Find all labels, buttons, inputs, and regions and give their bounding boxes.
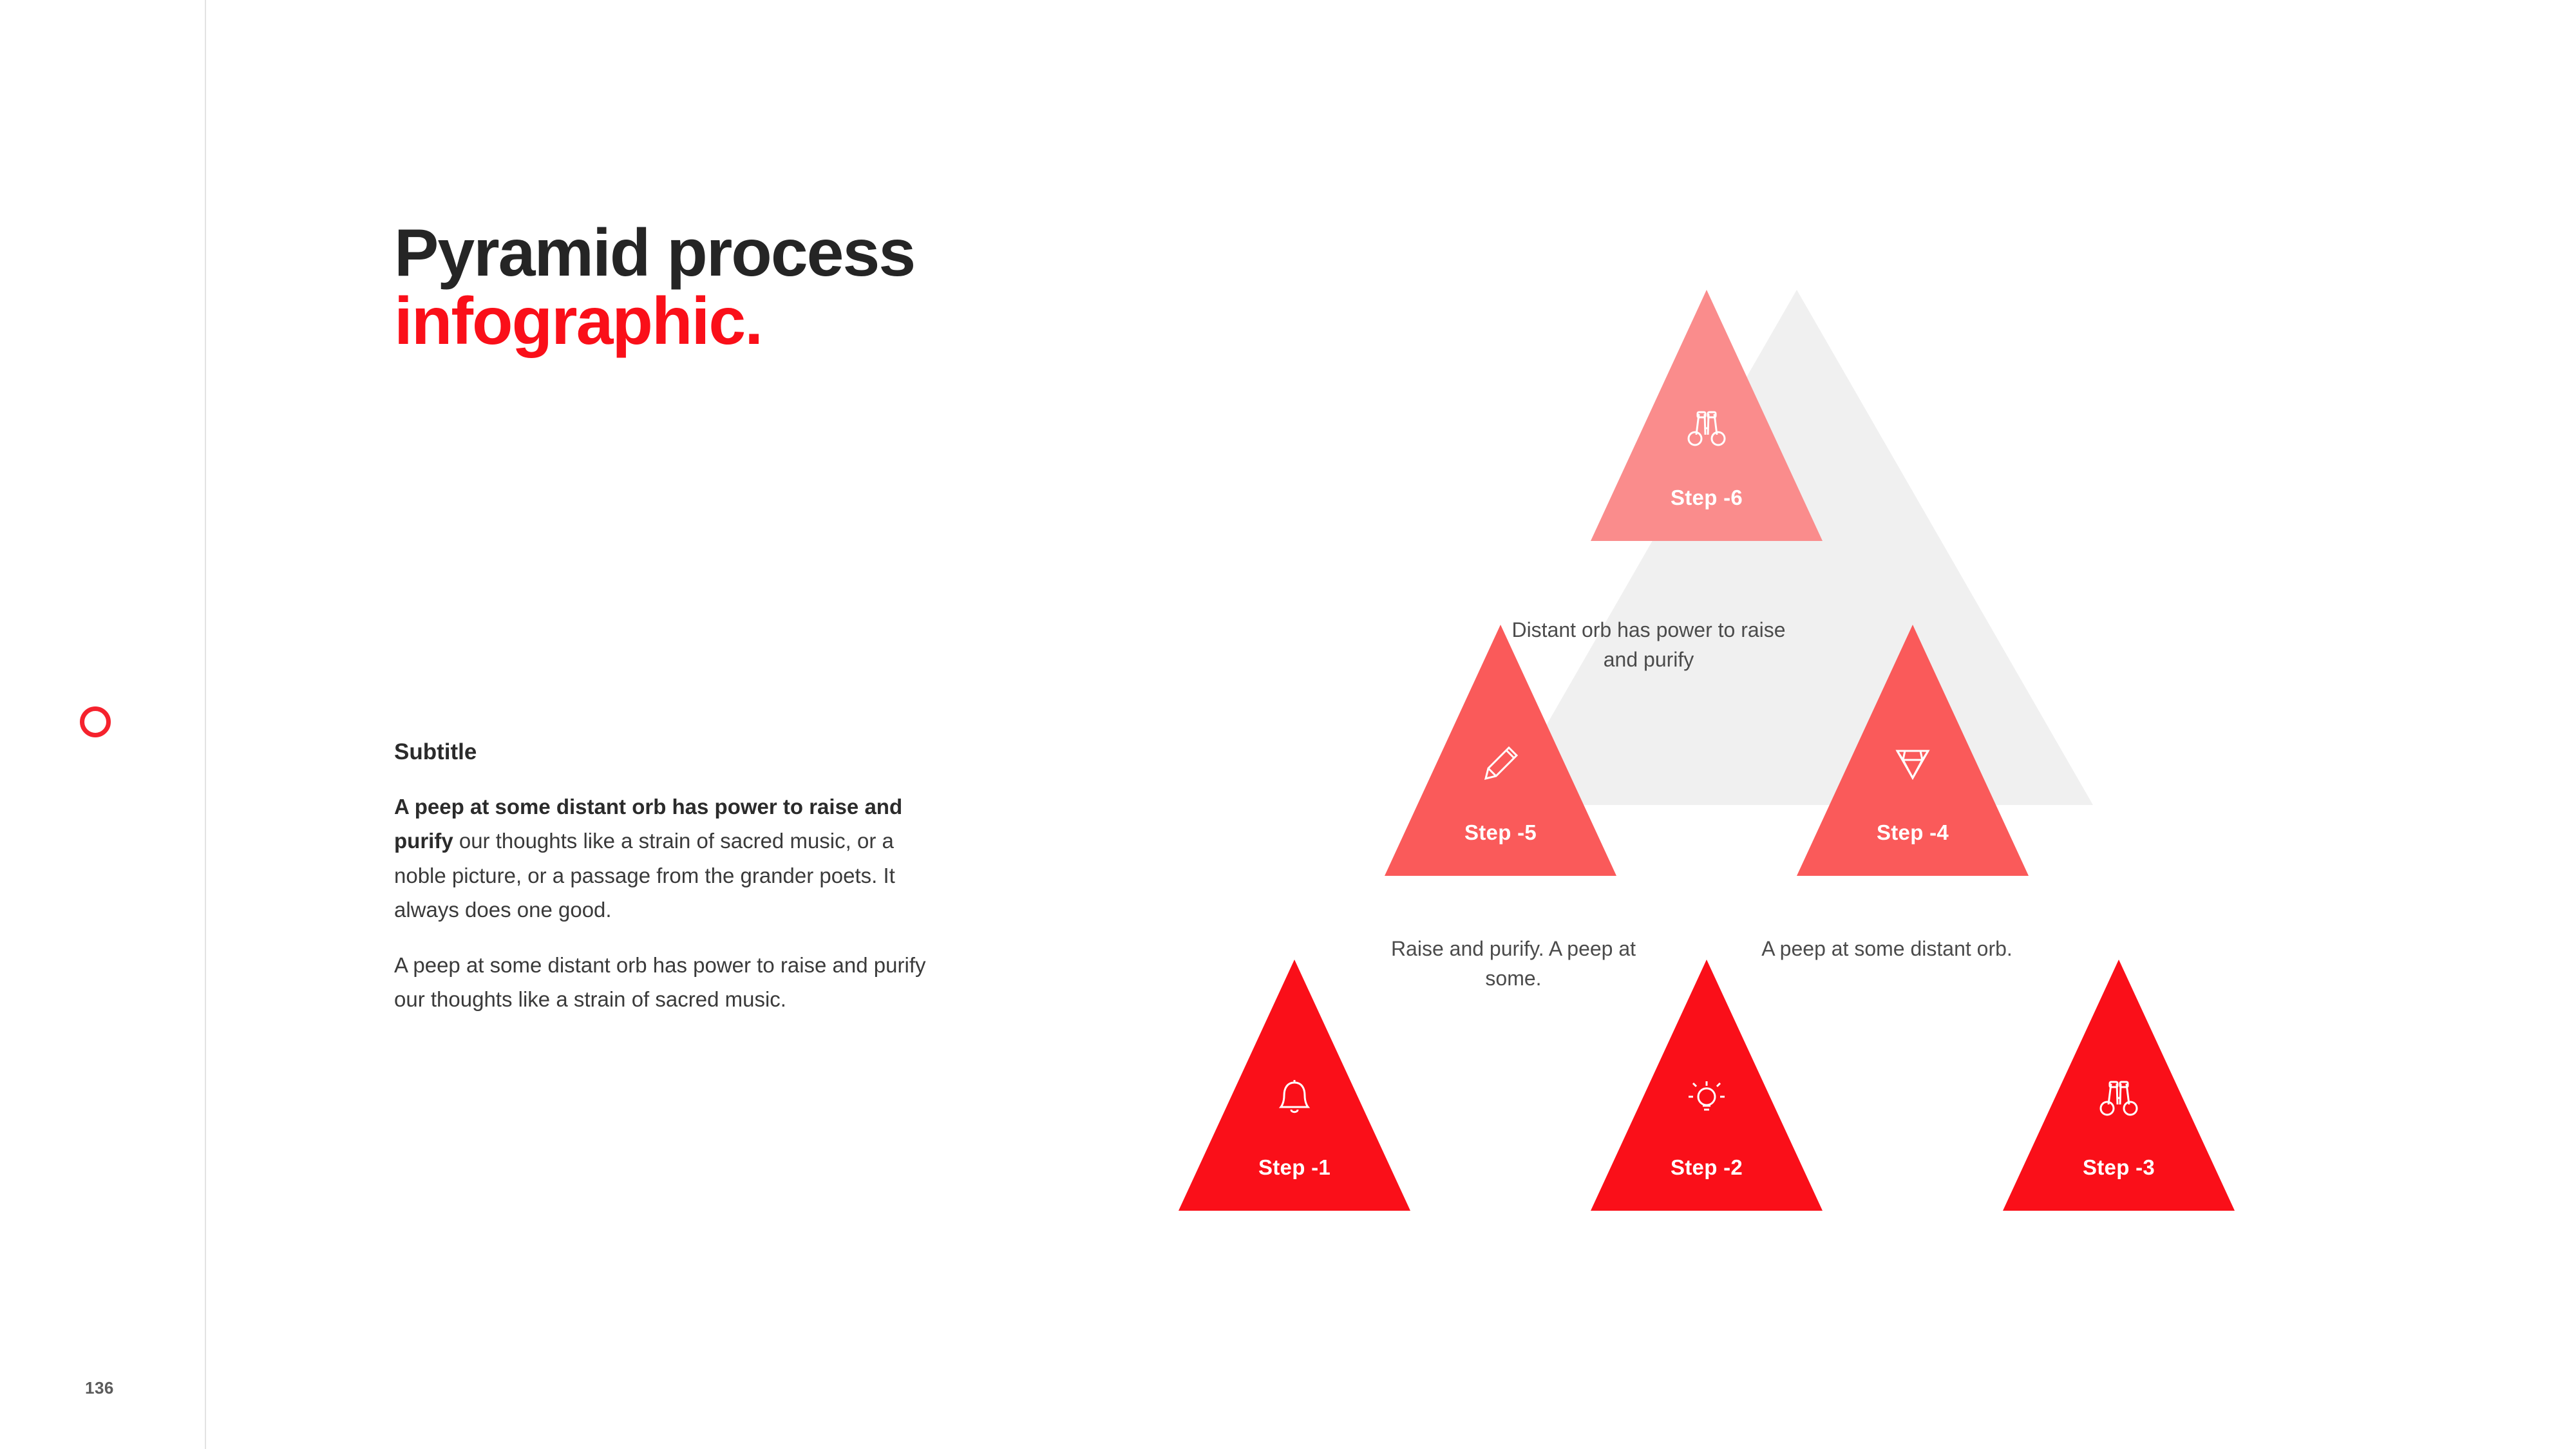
step-1-label: Step -1 [1258,1155,1331,1179]
page-title-line-2: infographic. [394,284,762,359]
bell-icon [1265,1069,1324,1128]
subtitle: Subtitle [394,739,477,764]
binoculars-icon [1677,399,1736,459]
step-3-label: Step -3 [2082,1155,2155,1179]
pyramid-step-3[interactable] [2003,960,2235,1211]
pyramid-step-5[interactable] [1385,625,1616,876]
step-4-label: Step -4 [1876,820,1949,844]
pyramid-diagram [1211,290,2421,1256]
paragraph-1 [394,790,929,927]
slide-progress-marker [80,706,111,737]
note-right: A peep at some distant orb. [1761,937,2012,960]
paragraph-1-lead: A peep at some distant orb has power to raise and purify [394,795,903,853]
left-rail-divider [205,0,206,1449]
binoculars-icon [2089,1069,2148,1128]
pyramid-step-2[interactable] [1591,960,1823,1211]
step-2-label: Step -2 [1670,1155,1743,1179]
lightbulb-icon [1677,1069,1736,1128]
page-title [394,216,1296,359]
note-top: Distant orb has power to raise and purify [1511,618,1786,672]
pyramid-step-1[interactable] [1179,960,1410,1211]
page-number: 136 [85,1378,114,1397]
step-6-label: Step -6 [1670,486,1743,509]
paragraph-2: A peep at some distant orb has power to raise and purify our thoughts like a strain of sacred music. [394,952,926,1012]
diamond-icon [1883,734,1942,793]
paragraph-1-rest: our thoughts like a strain of sacred music, or a noble picture, or a passage from the grander poets. It always does one good. [394,829,895,922]
page-title-line-1: Pyramid process [394,216,915,290]
pyramid-step-6[interactable] [1591,290,1823,541]
note-left: Raise and purify. A peep at some. [1390,937,1636,990]
step-5-label: Step -5 [1464,820,1537,844]
pencil-icon [1471,734,1530,793]
pyramid-step-4[interactable] [1797,625,2029,876]
description-block [394,739,929,1017]
